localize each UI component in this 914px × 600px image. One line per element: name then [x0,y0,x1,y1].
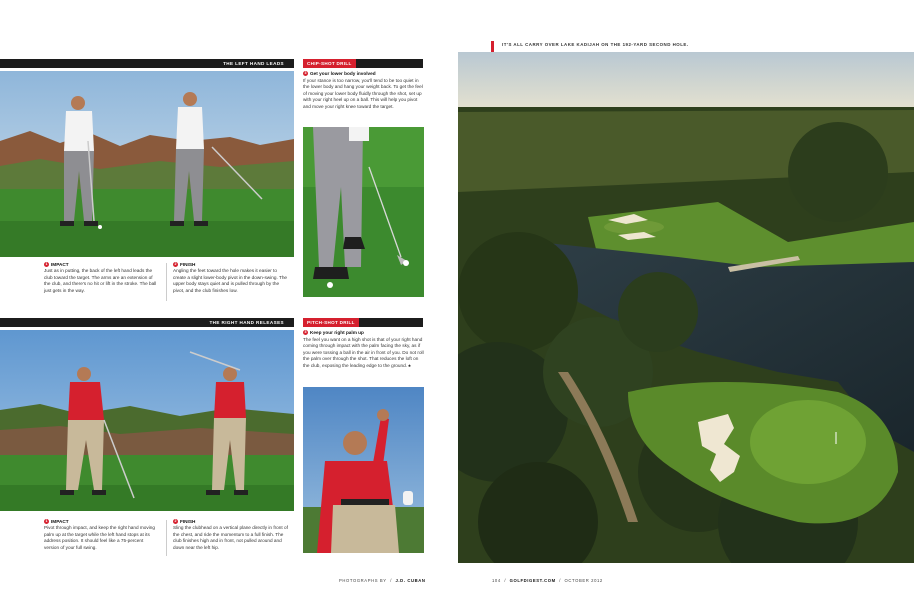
pitch-drill-tag: PITCH-SHOT DRILL [303,318,359,327]
folio-separator: / [559,578,562,583]
photographer-name: J.D. CUBAN [395,578,426,583]
caption-text: Sling the clubhead on a vertical plane directly in front of the chest, and ride the momentum to a full finish. The club finishes high and in front, not pulled around and down near the left hip. [173,525,288,550]
step-number: 1 [45,262,48,267]
pitch-drill-text [303,330,424,369]
aerial-course-photo [458,52,914,563]
credit-separator: / [390,578,392,583]
caption-title: IMPACT [51,519,69,524]
page-folio [492,578,603,583]
issue-date: OCTOBER 2012 [564,578,603,583]
right-hand-photo [0,330,294,511]
left-finish-caption [173,262,291,294]
chip-drill-tag: CHIP-SHOT DRILL [303,59,356,68]
caption-text: Pivot through impact, and keep the right hand moving palm up at the target while the left hand stops at its address position. It should feel like a 75-percent version of your full swing. [44,525,156,550]
site-name: GOLFDIGEST.COM [509,578,556,583]
step-number: 2 [174,262,177,267]
folio-separator: / [504,578,507,583]
caption-text: Just as in putting, the back of the left hand leads the club toward the target. The arms are an extension of the club, and there's no hit or lift in the stroke. The ball just gets in the way. [44,268,157,293]
drill-title: Keep your right palm up [310,330,364,335]
credit-label: PHOTOGRAPHS BY [339,578,387,583]
caption-title: FINISH [180,519,196,524]
left-hand-header: THE LEFT HAND LEADS [223,61,284,66]
drill-title: Get your lower body involved [310,71,376,76]
caption-title: IMPACT [51,262,69,267]
chip-drill-text [303,71,424,110]
caption-title: FINISH [180,262,196,267]
left-impact-caption [44,262,159,294]
right-hand-header-bar [0,318,294,327]
right-hand-header: THE RIGHT HAND RELEASES [209,320,284,325]
pitch-drill-photo [303,387,424,553]
chip-drill-photo [303,127,424,297]
left-hand-photo [0,71,294,257]
step-number: 3 [304,330,307,335]
right-impact-caption [44,519,159,551]
drill-body: If your stance is too narrow, you'll tend to be too quiet in the lower body and hang your weight back. To get the feel of moving your lower body fluidly through the shot, set up with your right heel up on a ball. This will help you pivot and move your right knee toward the target. [303,77,423,109]
right-finish-caption [173,519,291,551]
aerial-caption: IT'S ALL CARRY OVER LAKE KADIJAH ON THE 192-YARD SECOND HOLE. [502,42,689,47]
caption-divider [166,263,167,301]
caption-text: Angling the feet toward the hole makes it easier to create a slight lower-body pivot in the down-swing. The upper body stays quiet and is pulled through by the pivot, and the club finishes low. [173,268,288,293]
page-number: 104 [492,578,501,583]
left-hand-header-bar [0,59,294,68]
photo-credit [339,578,425,583]
step-number: 2 [174,519,177,524]
caption-divider [166,520,167,556]
step-number: 1 [45,519,48,524]
step-number: 3 [304,71,307,76]
drill-body: The feel you want on a high shot is that of your right hand coming through impact with the palm facing the sky, as if you were tossing a ball in the air in front of you. Do not roll the palm over through the shot. That reduces the loft on the club, exposing the leading edge to the ground. ♠ [303,336,424,368]
